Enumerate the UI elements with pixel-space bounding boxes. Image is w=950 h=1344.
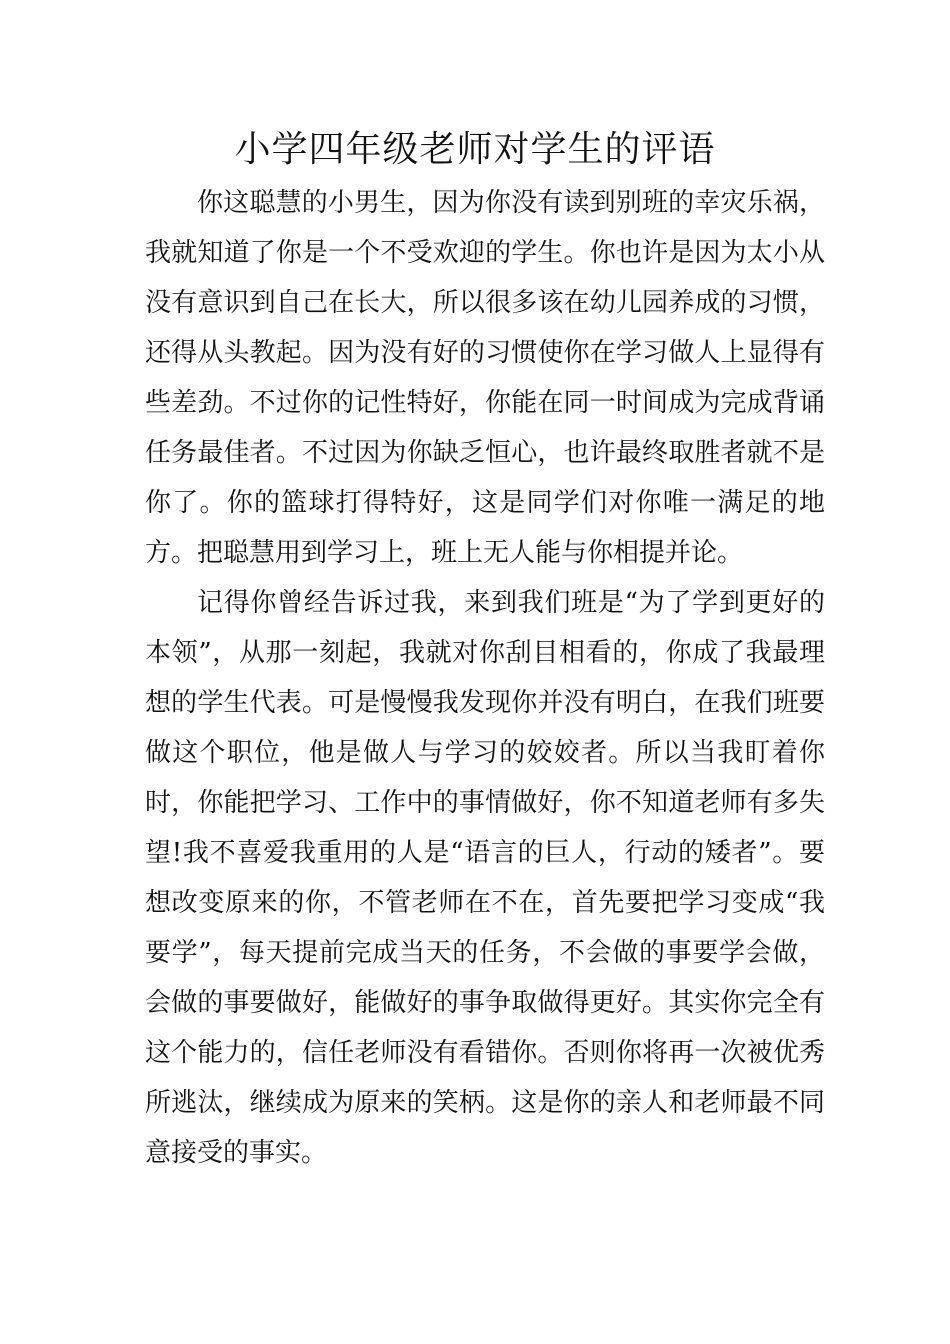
- paragraph-2: 记得你曾经告诉过我，来到我们班是“为了学到更好的本领”，从那一刻起，我就对你刮目相看的，你成了我最理想的学生代表。可是慢慢我发现你并没有明白，在我们班要做这个职位，他是做人与学习的姣姣者。所以当我盯着你时，你能把学习、工作中的事情做好，你不知道老师有多失望!我不喜爱我重用的人是“语言的巨人，行动的矮者”。要想改变原来的你，不管老师在不在，首先要把学习变成“我要学”，每天提前完成当天的任务，不会做的事要学会做，会做的事要做好，能做好的事争取做得更好。其实你完全有这个能力的，信任老师没有看错你。否则你将再一次被优秀所逃汰，继续成为原来的笑柄。这是你的亲人和老师最不同意接受的事实。: [145, 588, 825, 1168]
- document-title: 小学四年级老师对学生的评语: [234, 129, 716, 170]
- paragraph-1: 你这聪慧的小男生，因为你没有读到别班的幸灾乐祸，我就知道了你是一个不受欢迎的学生。你也许是因为太小从没有意识到自己在长大，所以很多该在幼儿园养成的习惯，还得从头教起。因为没有好的习惯使你在学习做人上显得有些差劲。不过你的记性特好，你能在同一时间成为完成背诵任务最佳者。不过因为你缺乏恒心，也许最终取胜者就不是你了。你的篮球打得特好，这是同学们对你唯一满足的地方。把聪慧用到学习上，班上无人能与你相提并论。: [145, 188, 825, 568]
- document-body: [145, 178, 825, 1178]
